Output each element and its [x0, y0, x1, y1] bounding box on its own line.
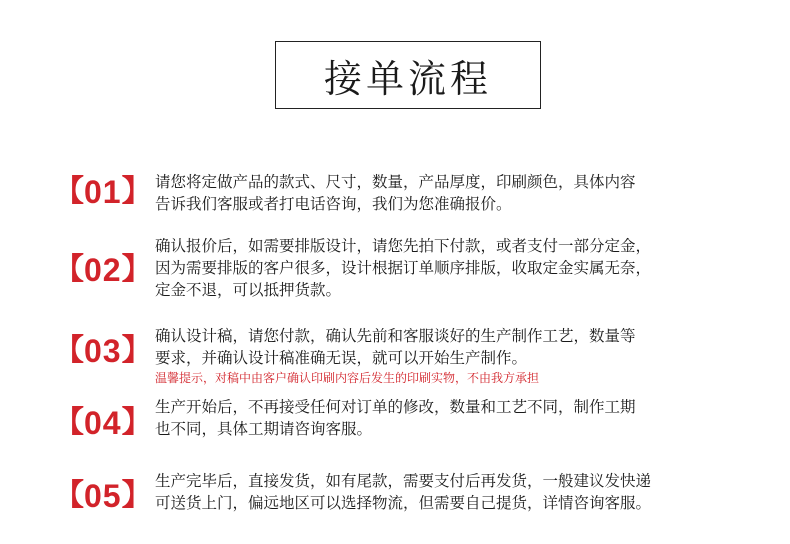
step-number: 04 — [84, 405, 122, 441]
description-line: 要求，并确认设计稿准确无误，就可以开始生产制作。 — [155, 349, 528, 367]
step-description — [155, 171, 636, 215]
step-number-badge — [54, 172, 152, 212]
page-title: 接单流程 — [323, 56, 492, 101]
step-number-badge — [54, 331, 152, 371]
step-number-badge — [54, 403, 152, 443]
bracket-open: 【 — [54, 479, 84, 512]
description-line: 也不同，具体工期请咨询客服。 — [155, 420, 373, 438]
description-line: 请您将定做产品的款式、尺寸，数量，产品厚度，印刷颜色，具体内容 — [155, 173, 636, 191]
bracket-close: 】 — [121, 253, 152, 286]
description-line: 因为需要排版的客户很多，设计根据订单顺序排版，收取定金实属无奈， — [155, 259, 652, 277]
warning-note: 温馨提示，对稿中由客户确认印刷内容后发生的印刷实物，不由我方承担 — [155, 371, 540, 385]
description-line: 告诉我们客服或者打电话咨询，我们为您准确报价。 — [155, 195, 512, 213]
bracket-open: 【 — [54, 175, 84, 208]
description-line: 生产完毕后，直接发货，如有尾款，需要支付后再发货，一般建议发快递 — [155, 472, 652, 490]
step-number: 03 — [84, 333, 122, 369]
title-box — [275, 41, 541, 109]
bracket-close: 】 — [121, 175, 152, 208]
bracket-open: 【 — [54, 334, 84, 367]
description-line: 定金不退，可以抵押货款。 — [155, 281, 342, 299]
description-line: 确认报价后，如需要排版设计，请您先拍下付款，或者支付一部分定金， — [155, 237, 652, 255]
description-line: 确认设计稿，请您付款，确认先前和客服谈好的生产制作工艺，数量等 — [155, 327, 636, 345]
step-number-badge — [54, 476, 152, 516]
step-description — [155, 396, 636, 440]
step-number-badge — [54, 250, 152, 290]
description-line: 可送货上门，偏远地区可以选择物流，但需要自己提货，详情咨询客服。 — [155, 494, 652, 512]
bracket-open: 【 — [54, 406, 84, 439]
bracket-open: 【 — [54, 253, 84, 286]
step-description — [155, 235, 651, 301]
step-number: 02 — [84, 252, 122, 288]
step-description — [155, 325, 636, 387]
step-description — [155, 470, 651, 514]
bracket-close: 】 — [121, 334, 152, 367]
description-line: 生产开始后，不再接受任何对订单的修改，数量和工艺不同，制作工期 — [155, 398, 636, 416]
step-number: 05 — [84, 478, 122, 514]
bracket-close: 】 — [121, 479, 152, 512]
bracket-close: 】 — [121, 406, 152, 439]
step-number: 01 — [84, 174, 122, 210]
